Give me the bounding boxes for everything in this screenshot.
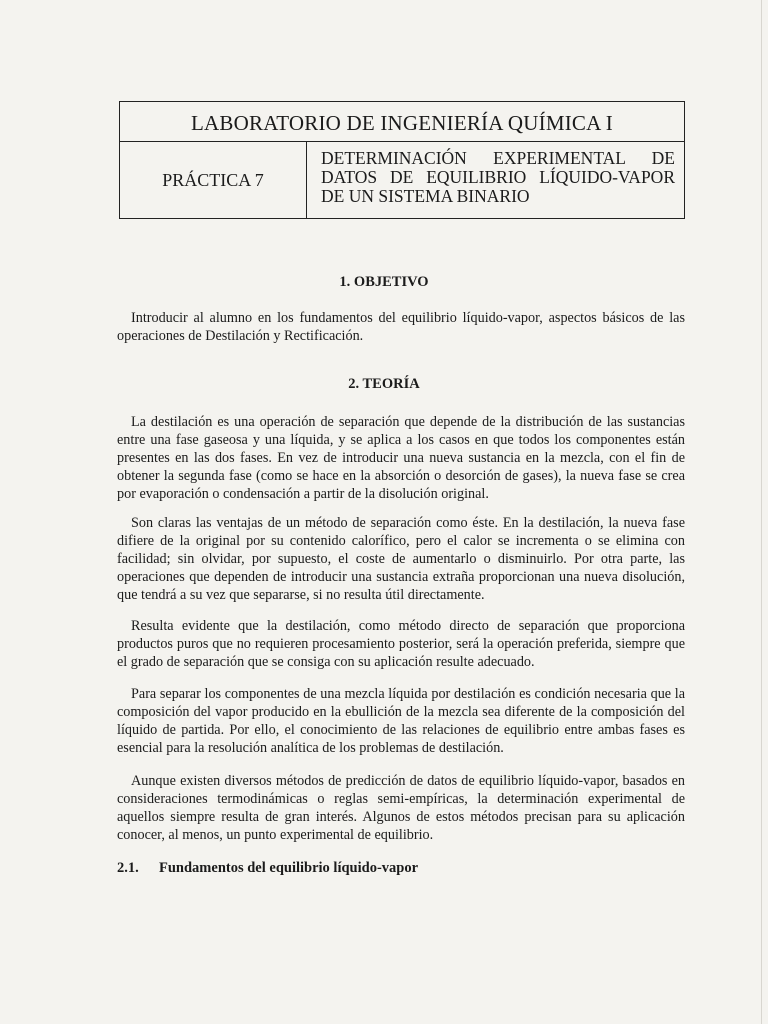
- subsection-title: Fundamentos del equilibrio líquido-vapor: [159, 860, 419, 876]
- subsection-heading: [117, 860, 418, 877]
- teoria-paragraph-5: Aunque existen diversos métodos de predicción de datos de equilibrio líquido-vapor, basados en consideraciones termodinámicas o reglas semi-empíricas, la determinación experimental de aquellos siempre resulta de gran interés. Algunos de estos métodos precisan para su aplicación conocer, al menos, un punto experimental de equilibrio.: [117, 773, 685, 843]
- section-heading-objetivo: 1. OBJETIVO: [339, 274, 429, 290]
- lab-title: LABORATORIO DE INGENIERÍA QUÍMICA I: [120, 102, 684, 142]
- teoria-paragraph-3: Resulta evidente que la destilación, como método directo de separación que proporciona productos puros que no requieren procesamiento posterior, será la operación preferida, siempre que el grado de separación que se consiga con su aplicación resulte adecuado.: [117, 618, 685, 670]
- teoria-paragraph-1: La destilación es una operación de separación que depende de la distribución de las sustancias entre una fase gaseosa y una líquida, y se aplica a los casos en que todos los componentes están presentes en las dos fases. En vez de introducir una nueva sustancia en la mezcla, con el fin de obtener la segunda fase (como se hace en la absorción o desorción de gases), la nueva fase se crea por evaporación o condensación a partir de la disolución original.: [117, 414, 685, 502]
- section-heading-teoria: 2. TEORÍA: [348, 376, 420, 392]
- subsection-number: 2.1.: [117, 860, 139, 876]
- objetivo-paragraph: Introducir al alumno en los fundamentos del equilibrio líquido-vapor, aspectos básicos de las operaciones de Destilación y Rectificación.: [117, 310, 685, 344]
- teoria-paragraph-2: Son claras las ventajas de un método de separación como éste. En la destilación, la nueva fase difiere de la original por su contenido calorífico, pero el calor se incrementa o se elimina con facilidad; sin olvidar, por supuesto, el coste de aumentarlo o disminuirlo. Por otra parte, las operaciones que dependen de introducir una sustancia extraña proporcionan una nueva disolución, que tendrá a su vez que separarse, si no resulta útil directamente.: [117, 515, 685, 603]
- teoria-paragraph-4: Para separar los componentes de una mezcla líquida por destilación es condición necesaria que la composición del vapor producido en la ebullición de la mezcla sea diferente de la composición del líquido de partida. Por ello, el conocimiento de las relaciones de equilibrio entre ambas fases es esencial para la resolución analítica de los problemas de destilación.: [117, 686, 685, 756]
- subject-line: DATOS DE EQUILIBRIO LÍQUIDO-VAPOR: [321, 167, 675, 187]
- practice-number: PRÁCTICA 7: [120, 142, 307, 218]
- page-edge: [761, 0, 762, 1024]
- subject-line: DETERMINACIÓN EXPERIMENTAL DE: [321, 148, 675, 168]
- practice-subject: [321, 149, 675, 206]
- header-box: [119, 101, 685, 219]
- subject-line: DE UN SISTEMA BINARIO: [321, 186, 530, 206]
